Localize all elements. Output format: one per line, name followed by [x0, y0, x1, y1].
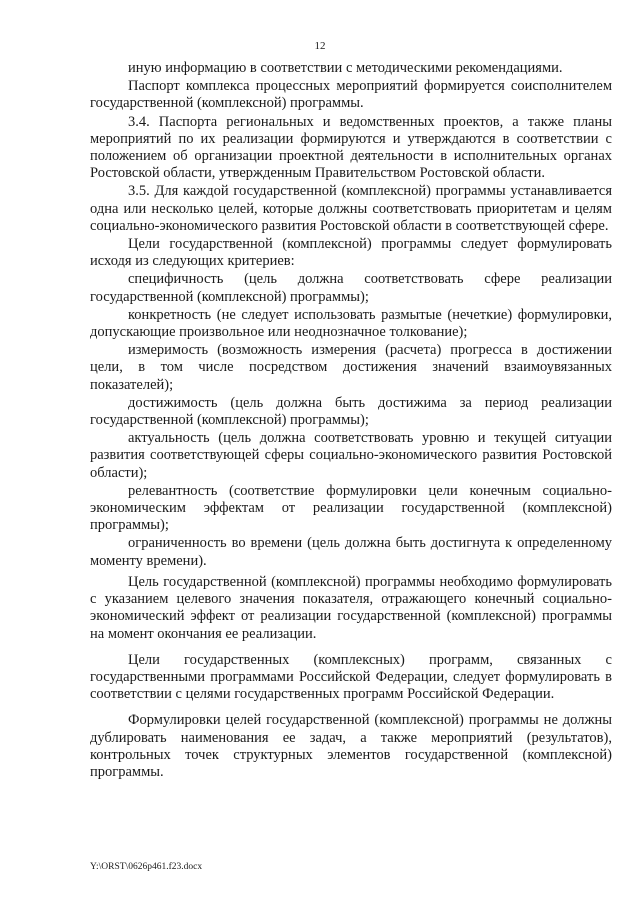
paragraph: 3.5. Для каждой государственной (комплексной) программы устанавливается одна или несколько целей, которые должны соответствовать приоритетам и целям социально-экономического развития Ростовской области в соответствующей сфере.: [90, 183, 612, 234]
criteria-item: достижимость (цель должна быть достижима за период реализации государственной (комплексной) программы);: [90, 394, 612, 429]
paragraph: Цели государственной (комплексной) программы следует формулировать исходя из следующих критериев:: [90, 236, 612, 270]
paragraph: иную информацию в соответствии с методическими рекомендациями.: [128, 60, 563, 76]
criteria-item: специфичность (цель должна соответствовать сфере реализации государственной (комплексной) программы);: [90, 271, 612, 305]
paragraph: 3.4. Паспорта региональных и ведомственных проектов, а также планы мероприятий по их реализации формируются и утверждаются в соответствии с положением об организации проектной деятельности в исполнительных органах Ростовской области, утвержденным Правительством Ростовской области.: [90, 113, 612, 182]
criteria-item: ограниченность во времени (цель должна быть достигнута к определенному моменту времени).: [90, 535, 612, 569]
criteria-item: конкретность (не следует использовать размытые (нечеткие) формулировки, допускающие произвольное или неоднозначное толкование);: [90, 306, 612, 341]
paragraph: Паспорт комплекса процессных мероприятий формируется соисполнителем государственной (комплексной) программы.: [90, 78, 612, 112]
page-number: 12: [314, 40, 326, 52]
paragraph: Цели государственных (комплексных) программ, связанных с государственными программами Российской Федерации, следует формулировать в соответствии с целями государственных программ Российской Федерации.: [90, 651, 612, 703]
document-body: [90, 60, 612, 782]
paragraph: Формулировки целей государственной (комплексной) программы не должны дублировать наименования ее задач, а также мероприятий (результатов), контрольных точек структурных элементов государственной (комплексной) программы.: [90, 712, 612, 780]
paragraph: Цель государственной (комплексной) программы необходимо формулировать с указанием целевого значения показателя, отражающего конечный социально-экономический эффект от реализации государственной (комплексной) программы на момент окончания ее реализации.: [90, 573, 612, 642]
criteria-item: измеримость (возможность измерения (расчета) прогресса в достижении цели, в том числе посредством достижения значений взаимоувязанных показателей);: [90, 342, 612, 393]
criteria-item: релевантность (соответствие формулировки цели конечным социально-экономическим эффектам от реализации государственной (комплексной) программы);: [90, 482, 612, 534]
criteria-item: актуальность (цель должна соответствовать уровню и текущей ситуации развития соответствующей сферы социально-экономического развития Ростовской области);: [90, 430, 612, 481]
footer-file-path: Y:\ORST\0626p461.f23.docx: [90, 862, 203, 872]
